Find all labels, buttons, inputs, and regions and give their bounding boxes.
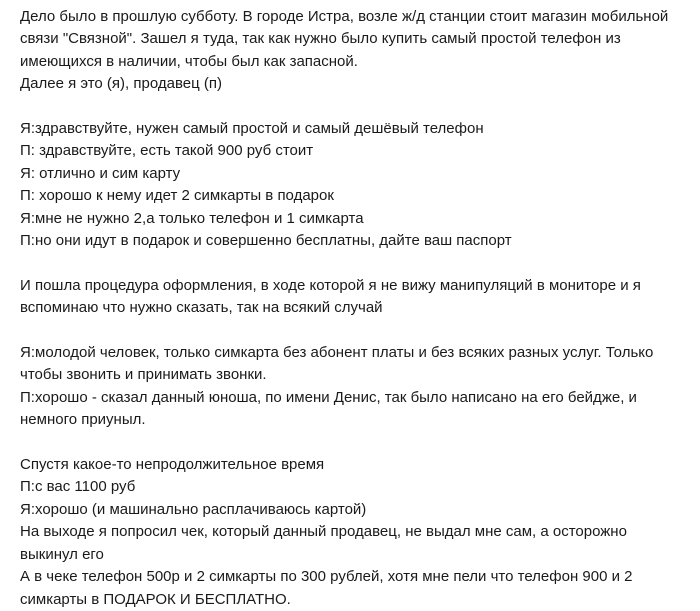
text-line: Дело было в прошлую субботу. В городе Истра, возле ж/д станции стоит магазин мобильной — [20, 8, 669, 25]
text-line: вспоминаю что нужно сказать, так на всякий случай — [20, 299, 383, 317]
text-line: А в чеке телефон 500р и 2 симкарты по 300 рублей, хотя мне пели что телефон 900 и 2 — [20, 568, 633, 586]
dialog-line: П:но они идут в подарок и совершенно бесплатны, дайте ваш паспорт — [20, 232, 512, 250]
dialog-line: Я:мне не нужно 2,а только телефон и 1 симкарта — [20, 209, 364, 227]
text-line: симкарты в ПОДАРОК И БЕСПЛАТНО. — [20, 590, 291, 608]
text-line: И пошла процедура оформления, в ходе которой я не вижу манипуляций в мониторе и я — [20, 276, 641, 294]
text-line: связи "Связной". Зашел я туда, так как нужно было купить самый простой телефон из — [20, 30, 621, 48]
dialog-line: П: хорошо к нему идет 2 симкарты в подарок — [20, 187, 334, 205]
dialog-line: П:с вас 1100 руб — [20, 478, 136, 496]
dialog-line: П: здравствуйте, есть такой 900 руб стоит — [20, 142, 314, 160]
dialog-line: Я:молодой человек, только симкарта без абонент платы и без всяких разных услуг. Только — [20, 344, 654, 362]
dialog-line: чтобы звонить и принимать звонки. — [20, 366, 267, 384]
dialog-line: Я:хорошо (и машинально расплачиваюсь картой) — [20, 500, 367, 518]
text-line: Далее я это (я), продавец (п) — [20, 75, 222, 93]
paragraph-dialog-1 — [20, 118, 686, 252]
paragraph-ending — [20, 454, 686, 611]
dialog-line: Я: отлично и сим карту — [20, 164, 181, 182]
paragraph-dialog-2 — [20, 342, 686, 432]
text-line: выкинул его — [20, 545, 104, 563]
text-line: На выходе я попросил чек, который данный продавец, не выдал мне сам, а осторожно — [20, 523, 627, 541]
paragraph-procedure — [20, 275, 686, 320]
text-line: имеющихся в наличии, чтобы был как запасной. — [20, 52, 358, 70]
dialog-line: П:хорошо - сказал данный юноша, по имени Денис, так было написано на его бейдже, и — [20, 388, 637, 406]
text-line: Спустя какое-то непродолжительное время — [20, 456, 325, 474]
dialog-line: немного приуныл. — [20, 411, 146, 429]
dialog-line: Я:здравствуйте, нужен самый простой и самый дешёвый телефон — [20, 120, 484, 138]
paragraph-intro — [20, 6, 686, 96]
